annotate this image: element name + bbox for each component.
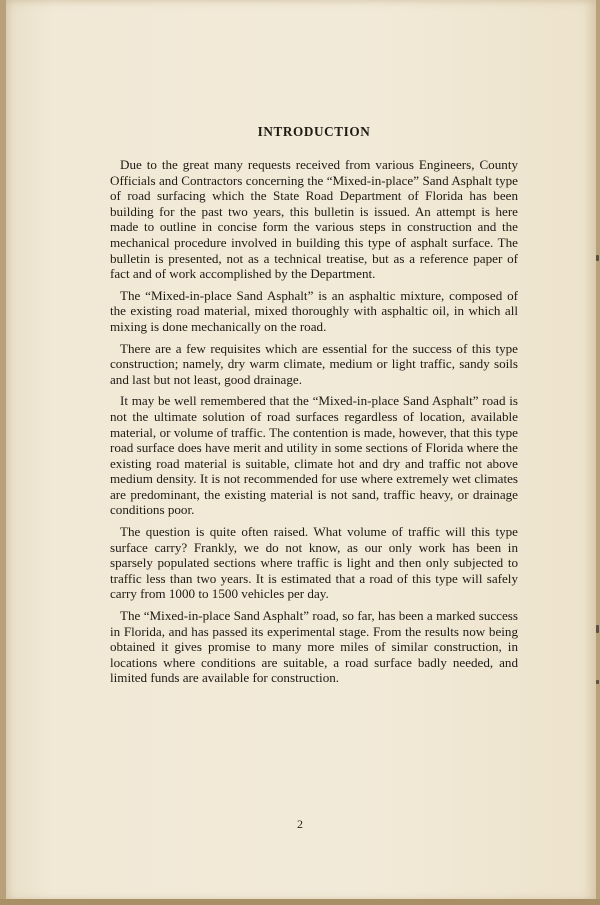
binding-mark [596,680,599,684]
paragraph-5: The question is quite often raised. What volume of traffic will this type surface carry? Frankly, we do not know, as our only work has been in sparsely populated sections where traffic is light and then only subjected to traffic less than two years. It is estimated that a road of this type will safely carry from 1000 to 1500 vehicles per day. [110,524,518,602]
page-number: 2 [297,817,303,831]
paragraph-4: It may be well remembered that the “Mixed-in-place Sand Asphalt” road is not the ultimate solution of road surfaces regardless of location, available material, or volume of traffic. The contention is made, however, that this type road surface does have merit and utility in some sections of Florida where the existing road material is suitable, climate hot and dry and traffic not above medium density. It is not recommended for use where extremely wet climates are predominant, the existing material is not sand, traffic heavy, or drainage conditions poor. [110,393,518,518]
page-content [110,124,518,692]
document-page [6,0,596,901]
binding-mark [596,255,599,261]
paragraph-6: The “Mixed-in-place Sand Asphalt” road, so far, has been a marked success in Florida, and has passed its experimental stage. From the results now being obtained it gives promise to many more miles of similar construction, in locations where conditions are suitable, a road surface badly needed, and limited funds are available for construction. [110,608,518,686]
page-heading: INTRODUCTION [257,124,371,139]
paragraph-3: There are a few requisites which are essential for the success of this type construction; namely, dry warm climate, medium or light traffic, sandy soils and last but not least, good drainage. [110,340,518,387]
page-bottom-edge [0,899,600,905]
paragraph-1: Due to the great many requests received from various Engineers, County Officials and Contractors concerning the “Mixed-in-place” Sand Asphalt type of road surfacing which the State Road Department of Florida has been building for the past two years, this bulletin is issued. An attempt is here made to outline in concise form the various steps in construction and the mechanical procedure involved in building this type of asphalt surface. The bulletin is presented, not as a technical treatise, but as a reference paper of fact and of work accomplished by the Department. [110,157,518,282]
paragraph-2: The “Mixed-in-place Sand Asphalt” is an asphaltic mixture, composed of the existing road material, mixed thoroughly with asphaltic oil, in which all mixing is done mechanically on the road. [110,287,518,334]
binding-mark [596,625,599,633]
